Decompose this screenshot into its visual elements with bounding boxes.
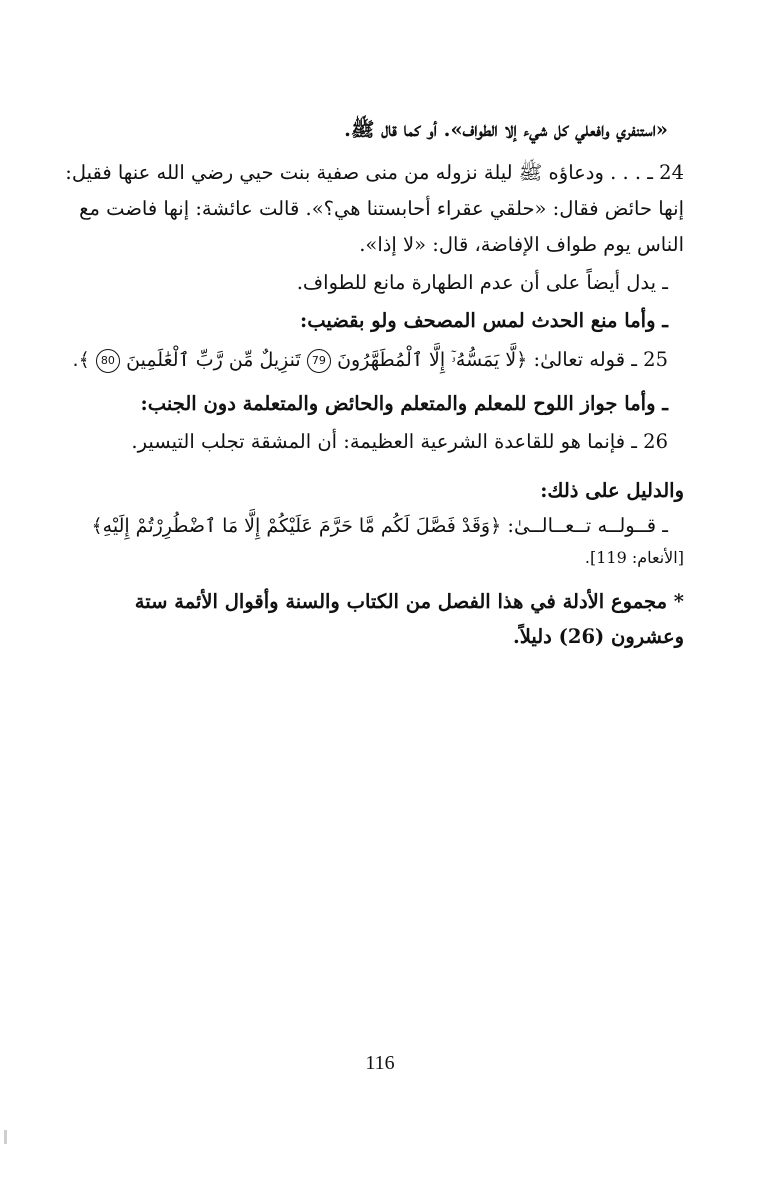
hadith-quote-line: «استنفري وافعلي كل شيء إلا الطواف». أو كما قال ﷺ. [344, 118, 668, 141]
page-number: 116 [365, 1052, 395, 1074]
ayah-number-marker: 80 [96, 349, 120, 373]
mushaf-heading: ـ وأما منع الحدث لمس المصحف ولو بقضيب: [300, 309, 668, 332]
verse-prefix: ـ قــولــه تــعــالــىٰ: [507, 514, 668, 537]
paragraph-25-line [73, 345, 668, 375]
ayah-number-marker: 79 [307, 349, 331, 373]
scan-edge-mark [4, 1130, 7, 1144]
summary-line-1: * مجموع الأدلة في هذا الفصل من الكتاب والسنة وأقوال الأئمة ستة [134, 590, 684, 613]
paragraph-25-prefix: 25 ـ قوله تعالىٰ: [533, 348, 668, 371]
quran-verse-a: ﴿لَّا يَمَسُّهُۥٓ إِلَّا ٱلْمُطَهَّرُونَ [337, 349, 528, 371]
quran-verse-line [92, 511, 668, 541]
quran-verse-end: ﴾. [72, 349, 90, 371]
quran-verse-anam: ﴿وَقَدْ فَصَّلَ لَكُم مَّا حَرَّمَ عَلَيْكُمْ إِلَّا مَا ٱضْطُرِرْتُمْ إِلَيْهِ﴾ [91, 515, 502, 537]
quran-verse-b: تَنزِيلٌ مِّن رَّبِّ ٱلْعَٰلَمِينَ [126, 349, 301, 371]
summary-line-2: وعشرون (26) دليلاً. [512, 625, 684, 648]
paragraph-26-line: 26 ـ فإنما هو للقاعدة الشرعية العظيمة: أن المشقة تجلب التيسير. [131, 430, 668, 453]
tablet-heading: ـ وأما جواز اللوح للمعلم والمتعلم والحائض والمتعلمة دون الجنب: [140, 392, 668, 415]
paragraph-24-line-3: الناس يوم طواف الإفاضة، قال: «لا إذا». [359, 233, 684, 256]
paragraph-24-line-2: إنها حائض فقال: «حلقي عقراء أحابستنا هي؟». قالت عائشة: إنها فاضت مع [79, 197, 684, 220]
verse-reference: [الأنعام: 119]. [584, 548, 684, 567]
paragraph-24-line-1: 24 ـ . . . ودعاؤه ﷺ ليلة نزوله من منى صفية بنت حيي رضي الله عنها فقيل: [65, 161, 684, 184]
indicates-line: ـ يدل أيضاً على أن عدم الطهارة مانع للطواف. [296, 271, 668, 294]
evidence-heading: والدليل على ذلك: [540, 479, 684, 502]
